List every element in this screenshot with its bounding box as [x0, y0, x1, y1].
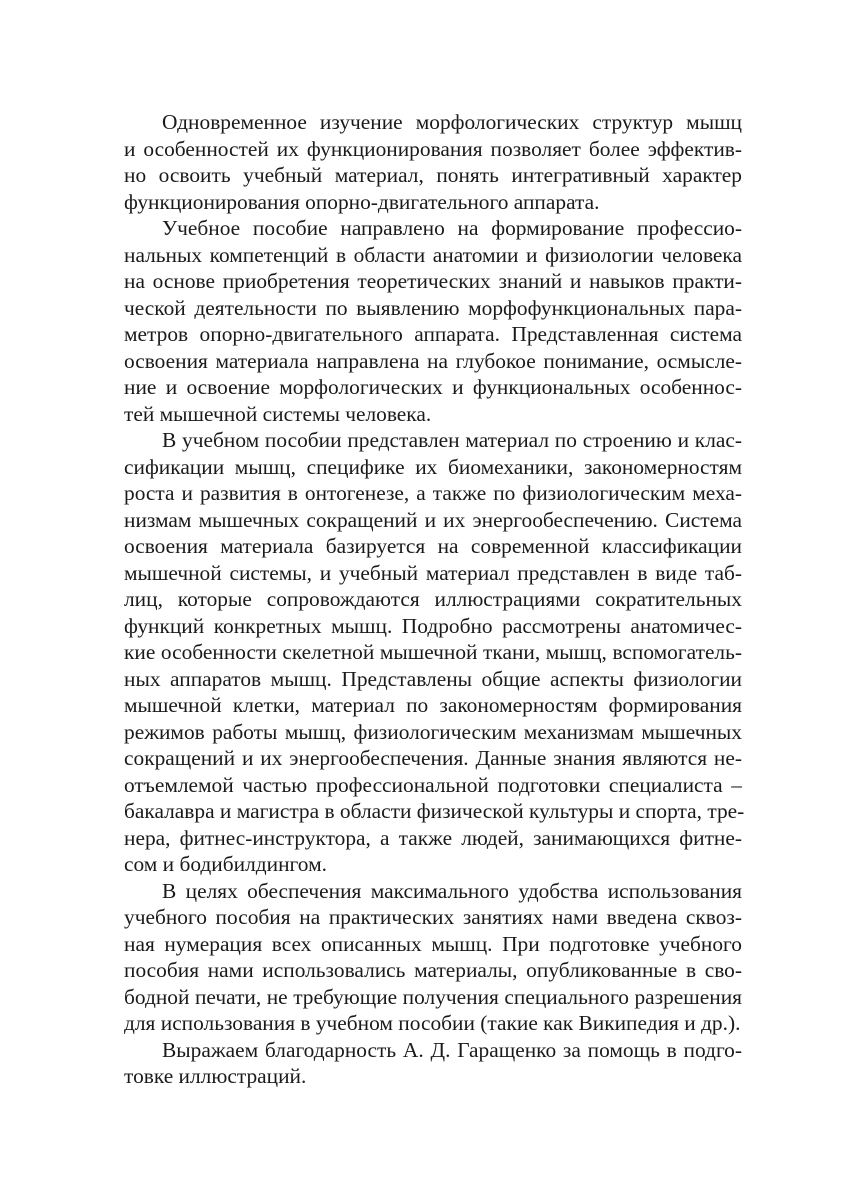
text-line: сом и бодибилдингом. — [124, 852, 327, 876]
text-line: нальных компетенций в области анатомии и физиологии человека — [124, 242, 742, 267]
text-line: В целях обеспечения максимального удобства использования — [162, 878, 742, 903]
text-line: ных аппаратов мышц. Представлены общие аспекты физиологии — [124, 666, 742, 691]
text-line: освоения материала базируется на современной классификации — [124, 534, 742, 558]
text-line: низмам мышечных сокращений и их энергообеспечению. Система — [124, 507, 742, 532]
text-line: бодной печати, не требующие получения специального разрешения — [124, 984, 742, 1009]
paragraph-2 — [124, 215, 742, 427]
text-line: Учебное пособие направлено на формирование профессио- — [162, 216, 742, 240]
text-line: бакалавра и магистра в области физической культуры и спорта, тре- — [124, 799, 745, 823]
text-line: мышечной клетки, материал по закономерностям формирования — [124, 693, 742, 717]
paragraph-5 — [124, 1037, 742, 1090]
text-line: роста и развития в онтогенезе, а также по физиологическим меха- — [124, 481, 742, 505]
text-line: Одновременное изучение морфологических структур мышц — [162, 110, 742, 134]
text-line: ние и освоение морфологических и функциональных особеннос- — [124, 375, 742, 399]
text-line: товке иллюстраций. — [124, 1064, 307, 1088]
text-line: освоения материала направлена на глубокое понимание, осмысле- — [124, 348, 742, 373]
text-line: отъемлемой частью профессиональной подготовки специалиста – — [124, 772, 742, 797]
text-line: Выражаем благодарность А. Д. Гаращенко за помощь в подго- — [162, 1037, 742, 1062]
paragraph-1 — [124, 109, 742, 215]
text-line: тей мышечной системы человека. — [124, 401, 432, 426]
text-line: сокращений и их энергообеспечения. Данные знания являются не- — [124, 746, 742, 770]
text-line: функций конкретных мышц. Подробно рассмотрены анатомичес- — [124, 613, 742, 638]
paragraph-3 — [124, 427, 745, 878]
text-line: мышечной системы, и учебный материал представлен в виде таб- — [124, 560, 742, 585]
text-line: нера, фитнес-инструктора, а также людей, занимающихся фитне- — [124, 825, 742, 850]
paragraph-4 — [124, 878, 742, 1037]
text-line: и особенностей их функционирования позволяет более эффектив- — [124, 136, 742, 161]
text-line: ческой деятельности по выявлению морфофункциональных пара- — [124, 295, 742, 320]
text-line: функционирования опорно-двигательного аппарата. — [124, 189, 600, 214]
text-line: режимов работы мышц, физиологическим механизмам мышечных — [124, 719, 742, 744]
text-line: пособия нами использовались материалы, опубликованные в сво- — [124, 958, 742, 982]
text-line: но освоить учебный материал, понять интегративный характер — [124, 163, 742, 187]
text-line: сификации мышц, специфике их биомеханики, закономерностям — [124, 454, 742, 479]
text-line: лиц, которые сопровождаются иллюстрациями сократительных — [124, 587, 742, 611]
text-line: В учебном пособии представлен материал по строению и клас- — [162, 428, 742, 452]
body-text — [124, 109, 745, 1090]
text-line: учебного пособия на практических занятиях нами введена сквоз- — [124, 905, 742, 929]
text-line: для использования в учебном пособии (такие как Википедия и др.). — [124, 1011, 741, 1035]
text-line: метров опорно-двигательного аппарата. Представленная система — [124, 322, 742, 346]
text-line: ная нумерация всех описанных мышц. При подготовке учебного — [124, 931, 742, 956]
text-line: кие особенности скелетной мышечной ткани, мышц, вспомогатель- — [124, 640, 742, 664]
text-line: на основе приобретения теоретических знаний и навыков практи- — [124, 269, 742, 293]
